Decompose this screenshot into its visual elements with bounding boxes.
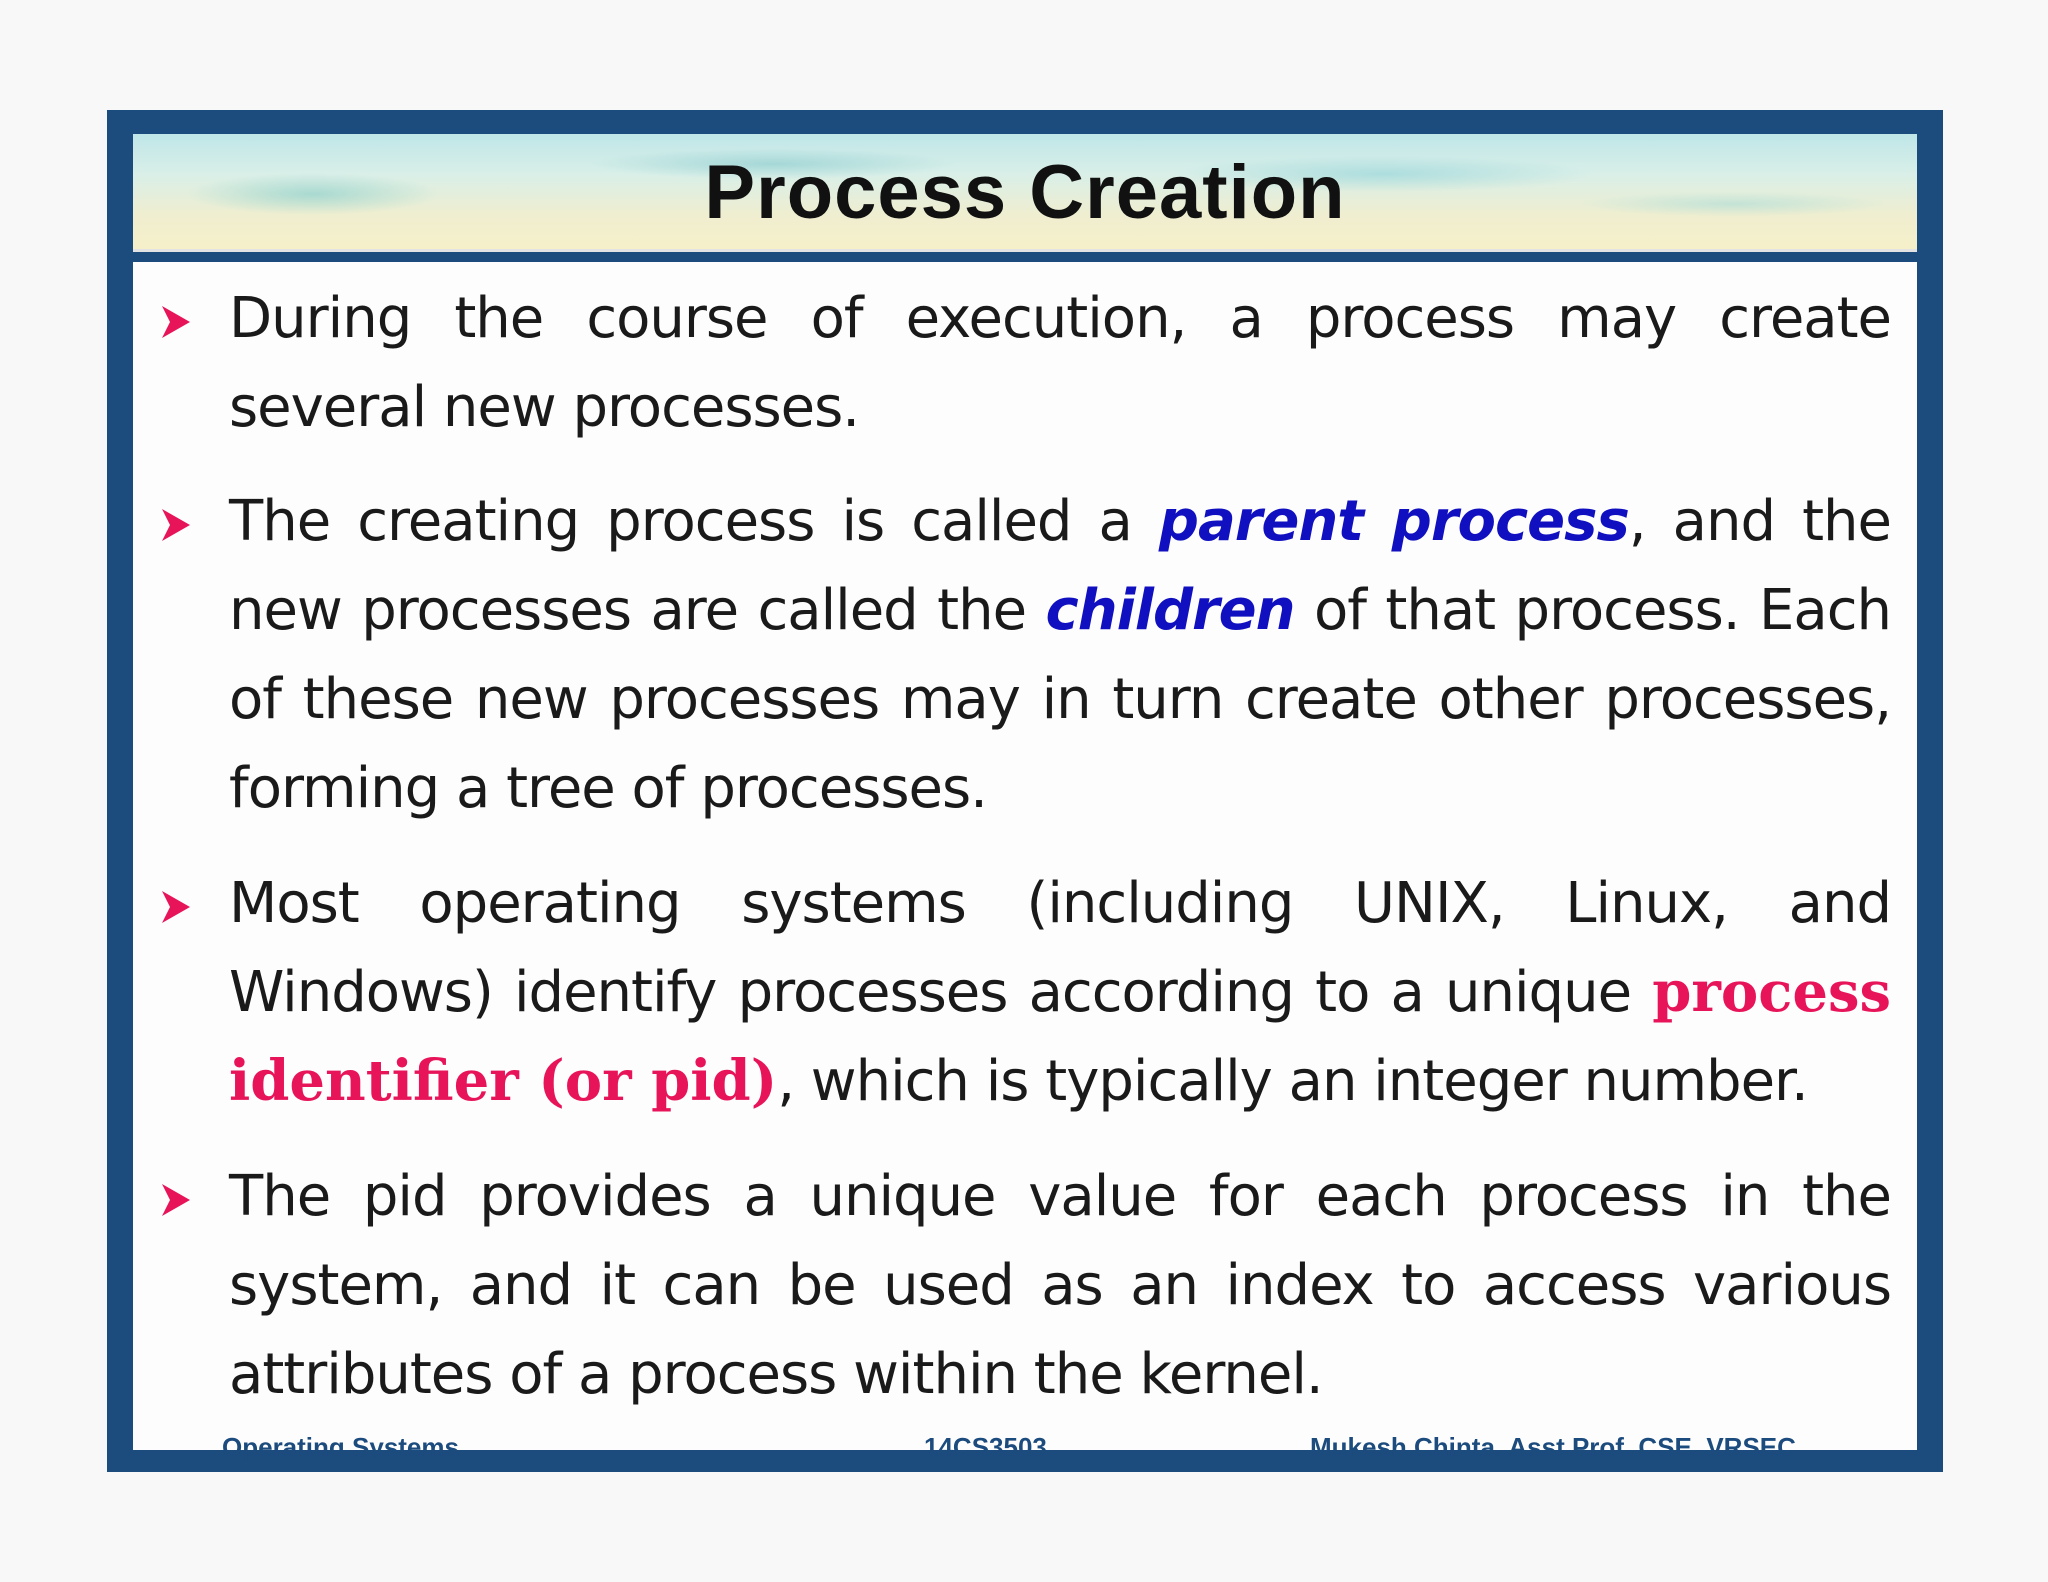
bullet-text-segment: During the course of execution, a process may create several new processes.: [229, 286, 1891, 440]
bullet-text-segment: Most operating systems (including UNIX, Linux, and Windows) identify processes according to a unique: [229, 871, 1891, 1025]
term-process-identifier: process identifier (or pid): [229, 959, 1891, 1114]
slide-frame: [107, 110, 1943, 1472]
bullet-text-segment: The creating process is called a: [229, 489, 1159, 554]
bullet-text: [229, 477, 1891, 833]
arrowhead-bullet-icon: [160, 304, 192, 340]
term-children: children: [1045, 578, 1295, 643]
bullet-text: [229, 1152, 1891, 1419]
bullet-text: [229, 859, 1891, 1126]
footer-course-code: 14CS3503: [924, 1432, 1047, 1462]
slide-title: Process Creation: [704, 150, 1346, 235]
bullet-text-segment: , and the new processes are called the: [229, 489, 1891, 643]
bullet-text-segment: of that process. Each of these new processes may in turn create other processes, forming a tree of processes.: [229, 578, 1891, 821]
footer-author: Mukesh Chinta, Asst Prof, CSE, VRSEC: [1310, 1432, 1796, 1462]
slide-footer: [0, 1432, 2048, 1472]
bullet-text: [229, 274, 1891, 452]
arrowhead-bullet-icon: [160, 1182, 192, 1218]
arrowhead-bullet-icon: [160, 889, 192, 925]
bullet-text-segment: , which is typically an integer number.: [777, 1049, 1808, 1114]
bullet-text-segment: The pid provides a unique value for each process in the system, and it can be used as an index to access various attributes of a process within the kernel.: [229, 1164, 1891, 1407]
footer-course-name: Operating Systems: [222, 1432, 459, 1462]
arrowhead-bullet-icon: [160, 507, 192, 543]
content-panel: [133, 262, 1917, 1450]
term-parent-process: parent process: [1158, 489, 1629, 554]
title-band: [133, 134, 1917, 252]
